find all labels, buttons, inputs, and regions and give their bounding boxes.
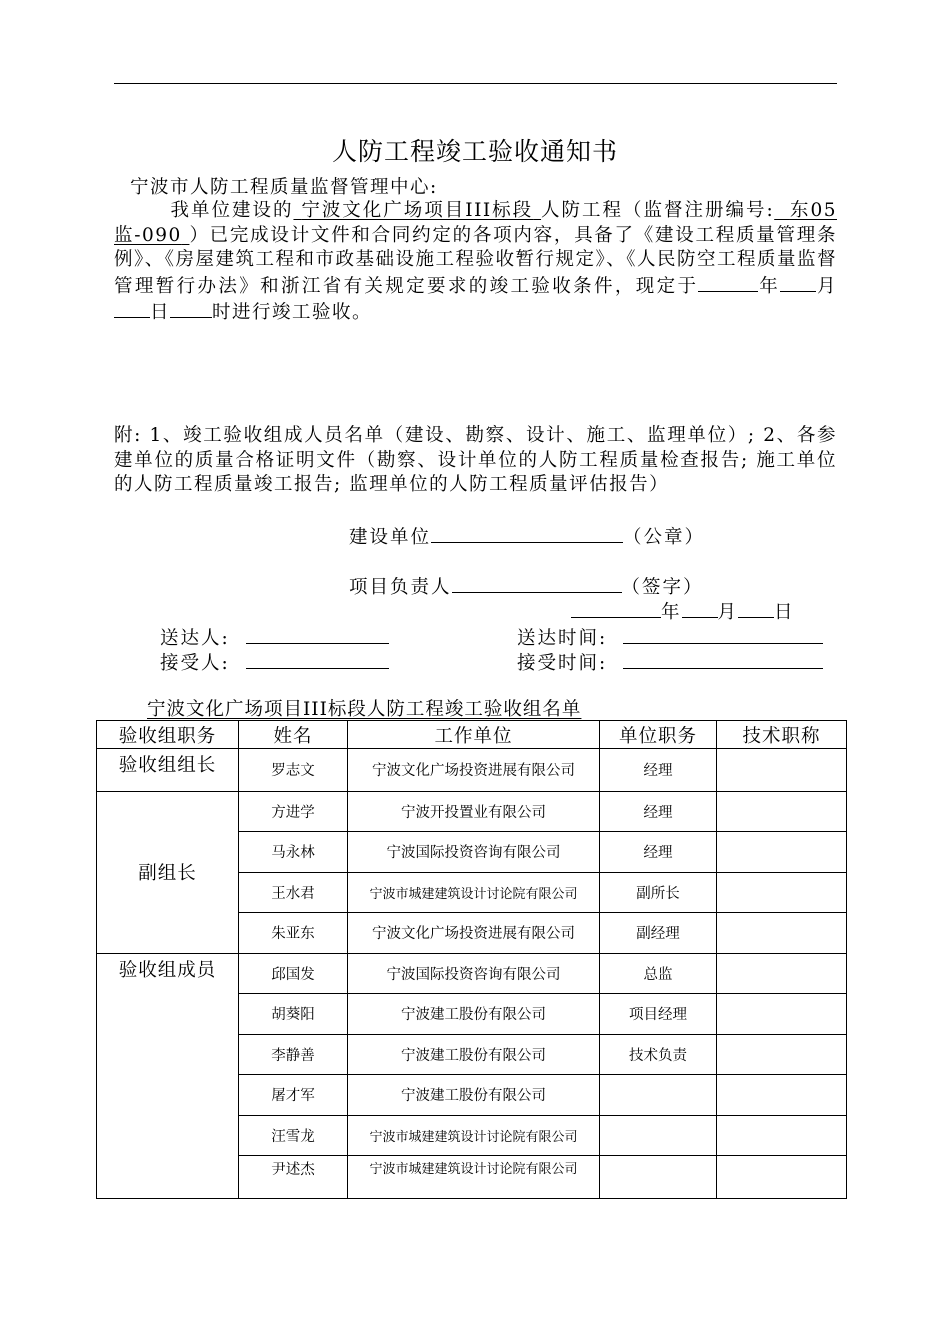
table-row [97, 953, 847, 994]
sign-year-label: 年 [661, 602, 682, 623]
cell-post: 经理 [600, 832, 717, 873]
cell-name: 胡葵阳 [239, 994, 348, 1035]
notice-paragraph [114, 199, 837, 326]
cell-name: 王水君 [239, 872, 348, 913]
cell-title [717, 1115, 847, 1156]
project-name: 宁波文化广场项目III标段 [301, 200, 534, 221]
cell-name: 李静善 [239, 1034, 348, 1075]
cell-name: 罗志文 [239, 749, 348, 792]
cell-org: 宁波国际投资咨询有限公司 [348, 832, 600, 873]
deliverer-blank[interactable] [246, 625, 389, 644]
col-header-role: 验收组职务 [97, 721, 239, 749]
leader-label: 项目负责人 [349, 577, 452, 598]
day-label: 日 [150, 302, 171, 323]
builder-label: 建设单位 [349, 527, 432, 548]
deliver-time-label: 送达时间: [517, 628, 608, 649]
sign-date-line [571, 598, 795, 624]
group-deputy: 副组长 [97, 791, 239, 953]
cell-org: 宁波开投置业有限公司 [348, 791, 600, 832]
sign-month-blank[interactable] [682, 599, 718, 618]
month-label: 月 [816, 275, 837, 297]
header-rule [114, 83, 837, 84]
cell-org: 宁波国际投资咨询有限公司 [348, 953, 600, 994]
cell-title [717, 1156, 847, 1199]
leader-blank[interactable] [452, 574, 622, 593]
receive-time-label: 接受时间: [517, 653, 608, 674]
cell-org: 宁波文化广场投资进展有限公司 [348, 749, 600, 792]
cell-name: 朱亚东 [239, 913, 348, 954]
cell-name: 马永林 [239, 832, 348, 873]
para-end: 时进行竣工验收。 [212, 302, 373, 323]
deliver-time-blank[interactable] [623, 625, 823, 644]
cell-title [717, 791, 847, 832]
cell-post: 项目经理 [600, 994, 717, 1035]
roster-title: 宁波文化广场项目III标段人防工程竣工验收组名单 [147, 699, 582, 720]
month-blank[interactable] [780, 273, 816, 292]
cell-post [600, 1115, 717, 1156]
cell-title [717, 1034, 847, 1075]
cell-post [600, 1075, 717, 1116]
cell-title [717, 749, 847, 792]
year-label: 年 [758, 275, 781, 297]
cell-title [717, 953, 847, 994]
cell-org: 宁波文化广场投资进展有限公司 [348, 913, 600, 954]
cell-post: 副所长 [600, 872, 717, 913]
table-row [97, 791, 847, 832]
col-header-title: 技术职称 [717, 721, 847, 749]
receive-time-blank[interactable] [623, 650, 823, 669]
cell-org: 宁波建工股份有限公司 [348, 1075, 600, 1116]
cell-name: 方进学 [239, 791, 348, 832]
attachment-note: 附: 1、竣工验收组成人员名单（建设、勘察、设计、施工、监理单位）; 2、各参建单位的质量合格证明文件（勘察、设计单位的人防工程质量检查报告; 施工单位的人防工程质量竣工报告; 监理单位的人防工程质量评估报告） [114, 425, 837, 495]
receive-time-line [517, 649, 823, 675]
cell-org: 宁波建工股份有限公司 [348, 1034, 600, 1075]
cell-name: 汪雪龙 [239, 1115, 348, 1156]
cell-title [717, 913, 847, 954]
sign-day-blank[interactable] [738, 599, 774, 618]
para-prefix: 我单位建设的 [170, 200, 294, 221]
hour-blank[interactable] [170, 299, 212, 318]
sign-year-blank[interactable] [571, 599, 661, 618]
group-members: 验收组成员 [97, 953, 239, 1198]
cell-org: 宁波市城建建筑设计讨论院有限公司 [348, 872, 600, 913]
cell-post: 技术负责 [600, 1034, 717, 1075]
receiver-label: 接受人: [160, 653, 230, 674]
cell-post: 总监 [600, 953, 717, 994]
col-header-org: 工作单位 [348, 721, 600, 749]
deliverer-label: 送达人: [160, 628, 230, 649]
cell-org: 宁波建工股份有限公司 [348, 994, 600, 1035]
page-title: 人防工程竣工验收通知书 [331, 137, 618, 166]
cell-post: 经理 [600, 749, 717, 792]
day-blank[interactable] [114, 299, 150, 318]
cell-name: 屠才军 [239, 1075, 348, 1116]
seal-label: （公章） [623, 527, 706, 548]
registration-number: 东05监-090 [114, 200, 837, 246]
col-header-name: 姓名 [239, 721, 348, 749]
deliver-time-line [517, 624, 823, 650]
cell-title [717, 832, 847, 873]
leader-signature-line [349, 573, 704, 599]
sign-day-label: 日 [774, 602, 795, 623]
deliverer-line [160, 624, 389, 650]
cell-post [600, 1156, 717, 1199]
sign-label: （签字） [621, 577, 704, 598]
year-blank[interactable] [698, 273, 758, 292]
para-mid2: ）已完成设计文件和合同约定的各项内容，具备了《建设工程质量管理条例》、《房屋建筑工程和市政基础设施工程验收暂行规定》、《人民防空工程质量监督管理暂行办法》和浙江省有关规定要求的竣工验收条件，现定于 [114, 224, 838, 297]
receiver-line [160, 649, 389, 675]
cell-org: 宁波市城建建筑设计讨论院有限公司 [348, 1115, 600, 1156]
builder-signature-line [349, 523, 705, 549]
receiver-blank[interactable] [246, 650, 389, 669]
cell-title [717, 872, 847, 913]
roster-table [96, 720, 847, 1199]
group-leader: 验收组组长 [97, 749, 239, 792]
col-header-post: 单位职务 [600, 721, 717, 749]
cell-post: 副经理 [600, 913, 717, 954]
cell-title [717, 1075, 847, 1116]
cell-org: 宁波市城建建筑设计讨论院有限公司 [348, 1156, 600, 1199]
sign-month-label: 月 [717, 602, 739, 623]
cell-name: 尹述杰 [239, 1156, 348, 1199]
para-mid1: 人防工程（监督注册编号: [541, 200, 775, 221]
builder-blank[interactable] [431, 524, 623, 543]
cell-title [717, 994, 847, 1035]
addressee: 宁波市人防工程质量监督管理中心: [130, 177, 438, 198]
cell-post: 经理 [600, 791, 717, 832]
table-row [97, 749, 847, 792]
cell-name: 邱国发 [239, 953, 348, 994]
table-header-row [97, 721, 847, 749]
